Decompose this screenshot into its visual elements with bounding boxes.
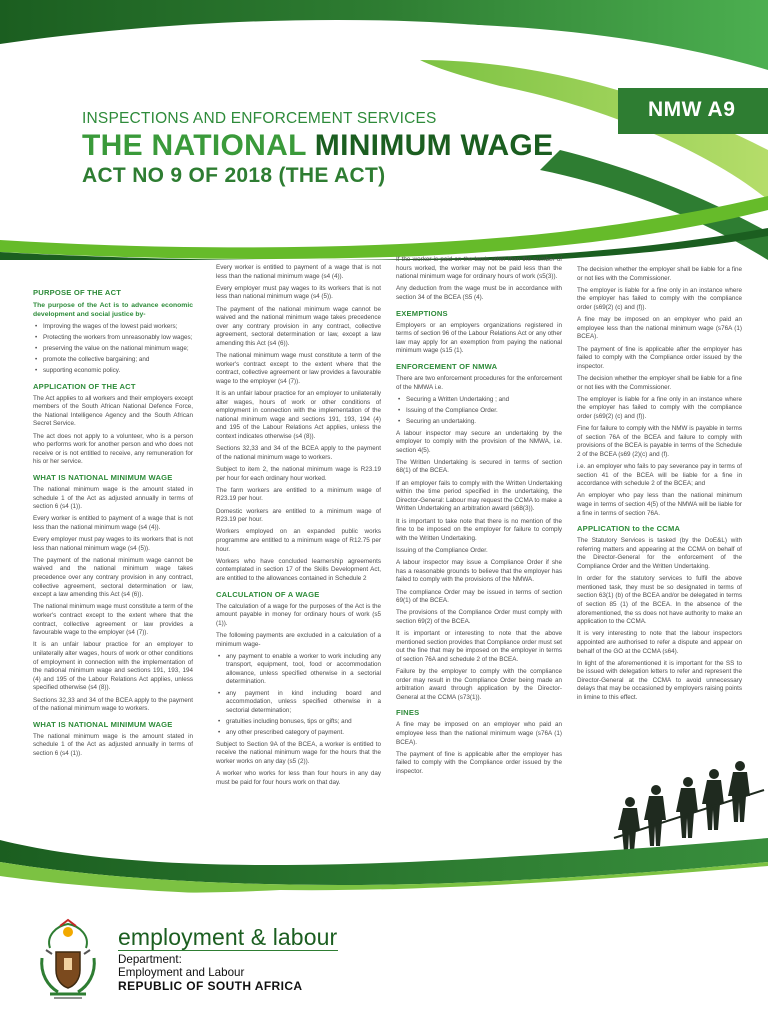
paragraph: An employer who pay less than the national minimum wage in terms of section 4(5) of the NMWA will be liable for a fine in terms of section 76A. <box>577 492 742 517</box>
paragraph: A fine may be imposed on an employer who paid an employee less than the national minimum wage (s76A (1) BCEA). <box>577 316 742 341</box>
paragraph: The calculation of a wage for the purposes of the Act is the amount payable in money for ordinary hours of work (s5 (1)). <box>216 602 381 627</box>
paragraph: The payment of the national minimum wage cannot be waived and the national minimum wage takes precedence over any contrary provision in any contract, collective agreement, sectoral determination or law, except a law amending this Act (s4 (6)). <box>216 305 381 347</box>
paragraph: It is very interesting to note that the labour inspectors appointed are authorised to refer a dispute and appear on behalf of the GO at the CCMA (s64). <box>577 630 742 655</box>
paragraph: Failure by the employer to comply with the compliance order may result in the Compliance Order being made an arbitration award through application by the Director-General at the CCMA (s73(1)). <box>396 668 562 701</box>
column-3 <box>396 256 562 780</box>
paragraph: Employers or an employers organizations registered in terms of section 96 of the Labour Relations Act or any other law may apply for an exemption from paying the national minimum wage (s15 (1). <box>396 321 562 355</box>
paragraph: It is an unfair labour practice for an employer to unilaterally alter wages, hours of work or other conditions of employment in connection with the implementation of the national minimum wage and sections 191, 193, 194 (4) and 195 of the Labour Relations Act applies, unless specified otherwise (s4 (8)). <box>33 641 193 692</box>
paragraph: It is an unfair labour practice for an employer to unilaterally alter wages, hours of work or other conditions of employment in connection with the implementation of the national minimum wage and sections 191, 193, 194 (4) and 195 of the Labour Relations Act applies, unless the context indicates otherwise (s4 (8)). <box>216 390 381 441</box>
paragraph: The employer is liable for a fine only in an instance where the employer has failed to comply with the compliance order (s69(2) (c) and (f)). <box>577 395 742 420</box>
paragraph: If an employer fails to comply with the Written Undertaking within the time period specified in the undertaking, the Director-General: Labour may request the CCMA to make a Written Undertaking an arbitration award (s68(3)). <box>396 479 562 513</box>
list-item: • Issuing of the Compliance Order. <box>396 407 562 416</box>
footer-divider <box>118 950 338 951</box>
list-item: • Protecting the workers from unreasonably low wages; <box>33 334 193 343</box>
paragraph: It is important to take note that there is no mention of the fine to be imposed on the employer for failure to comply with the Written Undertaking. <box>396 517 562 542</box>
purpose-list <box>33 323 193 376</box>
paragraph: The employer is liable for a fine only in an instance where the employer has failed to comply with the compliance order (s69(2) (c) and (f)). <box>577 286 742 311</box>
paragraph: The national minimum wage must constitute a term of the worker's contract except to the extent where that the contract, collective agreement or law provides a favourable wage to the employer (s4 (7)). <box>216 352 381 385</box>
paragraph: A labour inspector may issue a Compliance Order if she has a reasonable grounds to believe that the employer has failed to comply with the provisions of the NMWA. <box>396 559 562 584</box>
paragraph: In order for the statutory services to fulfil the above mentioned task, they must be so designated in terms of section 63(1) (b) of the BCEA and/or be delegated in terms of section 85 (1) of the BCEA. In the absence of the aforementioned, the ss does not have authority to make an application to the CCMA. <box>577 575 742 626</box>
paragraph: There are two enforcement procedures for the enforcement of the NMWA i.e. <box>396 374 562 391</box>
paragraph: Issuing of the Compliance Order. <box>396 547 488 554</box>
paragraph: The Written Undertaking is secured in terms of section 68(1) of the BCEA. <box>396 458 562 475</box>
paragraph: Fine for failure to comply with the NMW is payable in terms of section 76A of the BCEA and failure to comply with provisions of the BCEA is payable in terms of the Schedule 2 of the BCEA (s69 (2)(c) and (f). <box>577 425 742 458</box>
list-item: • Securing a Written Undertaking ; and <box>396 396 562 405</box>
paragraph: The farm workers are entitled to a minimum wage of R23.19 per hour. <box>216 486 381 503</box>
section-heading-fines: FINES <box>396 708 420 718</box>
paragraph: Every worker is entitled to payment of a wage that is not less than the national minimum wage (s4 (4)). <box>216 264 381 280</box>
list-item: • gratuities including bonuses, tips or gifts; and <box>216 718 381 727</box>
paragraph: Every worker is entitled to payment of a wage that is not less than the national minimum wage (s4 (4)). <box>33 515 193 531</box>
list-item: • supporting economic policy. <box>33 367 193 376</box>
section-heading-application: APPLICATION OF THE ACT <box>33 381 136 391</box>
page-title <box>82 129 553 163</box>
paragraph: A labour inspector may secure an undertaking by the employer to comply with the provision of the NMWA, i.e. section 4(5). <box>396 429 562 454</box>
paragraph: Subject to item 2, the national minimum wage is R23.19 per hour for each ordinary hour worked. <box>216 466 381 482</box>
paragraph: The national minimum wage is the amount stated in schedule 1 of the Act as adjusted annually in terms of section 6 (s4 (1)). <box>33 485 193 511</box>
calculation-exclusions-list <box>216 653 381 738</box>
act-subtitle: ACT NO 9 OF 2018 (THE ACT) <box>82 164 386 187</box>
paragraph: If the worker is paid on the basis other than the number of hours worked, the worker may not be paid less than the national minimum wage for ordinary hours of work (s5(3)). <box>396 256 562 281</box>
paragraph: The decision whether the employer shall be liable for a fine or not lies with the Commissioner. <box>577 374 742 391</box>
paragraph: i.e. an employer who fails to pay severance pay in terms of section 41 of the BCEA will be liable for a fine in accordance with schedule 2 of the BCEA; and <box>577 463 742 488</box>
paragraph: The decision whether the employer shall be liable for a fine or not lies with the Commissioner. <box>577 266 742 282</box>
list-item: • any payment in kind including board and accommodation, unless specified otherwise in a sectorial determination; <box>216 690 381 716</box>
paragraph: Domestic workers are entitled to a minimum wage of R23.19 per hour. <box>216 507 381 524</box>
paragraph: The provisions of the Compliance Order must comply with section 69(2) of the BCEA. <box>396 609 562 625</box>
country-name: REPUBLIC OF SOUTH AFRICA <box>118 979 303 993</box>
paragraph: The act does not apply to a volunteer, who is a person who performs work for another person and who does not receive or is not entitled to receive, any remuneration for his or her service. <box>33 432 193 466</box>
paragraph: The payment of fine is applicable after the employer has failed to comply with the Compliance order issued by the inspector. <box>396 750 562 776</box>
title-part-2: MINIMUM WAGE <box>306 129 554 162</box>
title-part-1: THE NATIONAL <box>82 129 307 162</box>
section-heading-enforcement: ENFORCEMENT OF NMWA <box>396 361 498 371</box>
paragraph: The national minimum wage is the amount stated in schedule 1 of the Act as adjusted annually in terms of section 6 (s4 (1)). <box>33 732 193 757</box>
document-code-badge: NMW A9 <box>618 88 768 134</box>
paragraph: Every employer must pay wages to its workers that is not less than national minimum wage (s4 (5)). <box>33 536 193 552</box>
paragraph: Workers employed on an expanded public works programme are entitled to a minimum wage of R12.75 per hour. <box>216 528 381 553</box>
section-heading-ccma: APPLICATION to the CCMA <box>577 524 681 534</box>
paragraph: The Act applies to all workers and their employers except members of the South African National Defence Force, the National Intelligence Agency and the South African Secret Service. <box>33 394 193 428</box>
section-heading-purpose: PURPOSE OF THE ACT <box>33 288 122 297</box>
paragraph: It is important or interesting to note that the above mentioned section provides that Compliance order must set out the fine that may be imposed on the employer in terms of section 76A and schedule 2 of the BCEA. <box>396 630 562 663</box>
paragraph: The Statutory Services is tasked (by the DoE&L) with referring matters and appearing at the CCMA on behalf of the Director-General for the enforcement of the Compliance Order and the Written Undertaking. <box>577 537 742 570</box>
paragraph: Subject to Section 9A of the BCEA, a worker is entitled to receive the national minimum wage for the hours that the worker works on any day (s5 (2)). <box>216 740 381 765</box>
purpose-lead: The purpose of the Act is to advance economic development and social justice by- <box>33 302 193 318</box>
column-4 <box>577 266 742 706</box>
list-item: • Improving the wages of the lowest paid workers; <box>33 323 193 332</box>
paragraph: In light of the aforementioned it is important for the SS to be issued with delegation letters to refer and represent the Director-General at the CCMA to avoid unnecessary delays that may be occasioned by employers raising points in limine to this effect. <box>577 659 742 702</box>
list-item: • Securing an undertaking. <box>396 418 562 427</box>
paragraph: Any deduction from the wage must be in accordance with section 34 of the BCEA (S5 (4). <box>396 285 562 301</box>
paragraph: A worker who works for less than four hours in any day must be paid for four hours work on that day. <box>216 769 381 786</box>
paragraph: The payment of fine is applicable after the employer has failed to comply with the Compliance order issued by the inspector. <box>577 345 742 370</box>
paragraph: Workers who have concluded learnership agreements contemplated in section 17 of the Skills Development Act, are entitled to the allowances contained in Schedule 2 <box>216 557 381 582</box>
paragraph: Sections 32,33 and 34 of the BCEA apply to the payment of the national minimum wage to workers. <box>33 696 193 713</box>
section-heading-what-is-nmw-2: WHAT IS NATIONAL MINIMUM WAGE <box>33 719 173 729</box>
list-item: • any other prescribed category of payment. <box>216 729 381 738</box>
department-kicker: INSPECTIONS AND ENFORCEMENT SERVICES <box>82 110 437 127</box>
section-heading-what-is-nmw: WHAT IS NATIONAL MINIMUM WAGE <box>33 472 173 482</box>
department-name: Employment and Labour <box>118 966 245 979</box>
list-item: • promote the collective bargaining; and <box>33 356 193 365</box>
department-label: Department: <box>118 953 182 966</box>
column-1 <box>33 282 193 762</box>
column-2 <box>216 264 381 791</box>
list-item: • preserving the value on the national minimum wage; <box>33 345 193 354</box>
paragraph: Sections 32,33 and 34 of the BCEA apply to the payment of the national minimum wage to workers. <box>216 445 381 461</box>
list-item: • any payment to enable a worker to work including any transport, equipment, tool, food or accommodation allowance, unless specified otherwise in a sectorial determination. <box>216 653 381 687</box>
paragraph: A fine may be imposed on an employer who paid an employee less than the national minimum wage (s76A (1) BCEA). <box>396 721 562 746</box>
brand-name: employment & labour <box>118 924 338 950</box>
section-heading-exemptions: EXEMPTIONS <box>396 308 448 318</box>
paragraph: The payment of the national minimum wage cannot be waived and the national minimum wage takes precedence over any contrary provision in any contract, collective agreement, sectoral determination or law, except a law amending this Act (s4 (6)). <box>33 556 193 599</box>
enforcement-list <box>396 396 562 427</box>
paragraph: The compliance Order may be issued in terms of section 69(1) of the BCEA. <box>396 588 562 605</box>
paragraph: The following payments are excluded in a calculation of a minimum wage- <box>216 631 381 648</box>
section-heading-calculation: CALCULATION OF A WAGE <box>216 589 320 599</box>
paragraph: Every employer must pay wages to its workers that is not less than national minimum wage (s4 (5)). <box>216 284 381 301</box>
paragraph: The national minimum wage must constitute a term of the worker's contract except to the extent where that the contract, collective agreement or law provides a favourable wage to the employer (s4 (7)). <box>33 603 193 637</box>
footer-swoosh <box>0 800 768 900</box>
coat-of-arms-logo <box>36 918 100 1002</box>
